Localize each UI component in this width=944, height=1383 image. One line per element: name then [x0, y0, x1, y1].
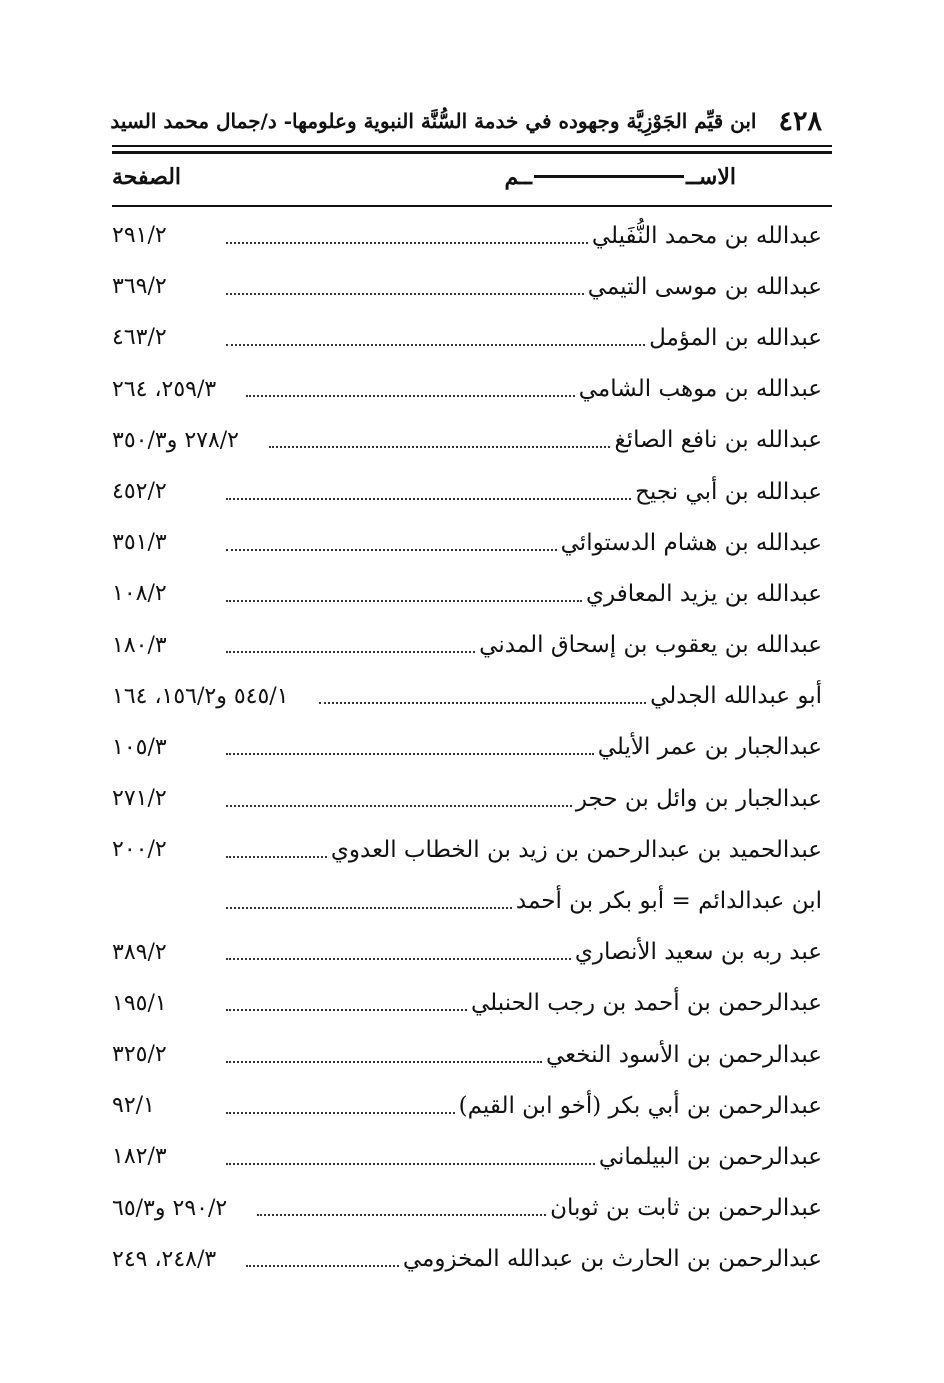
dot-leader: [319, 702, 647, 704]
dot-leader: [226, 1061, 542, 1063]
entry-name: عبدالله بن محمد النُّفَيلي: [591, 222, 822, 249]
index-entry: [112, 773, 822, 824]
index-entry: [112, 671, 822, 722]
index-entry: [112, 1183, 822, 1234]
entry-name: عبدالله بن يزيد المعافري: [586, 580, 822, 607]
entry-name: عبدالرحمن بن البيلماني: [598, 1143, 822, 1170]
entry-name: عبدالله بن أبي نجيح: [635, 478, 822, 505]
header-rule-thin: [112, 145, 832, 147]
column-header-name: [504, 164, 736, 190]
entry-name: عبدالله بن المؤمل: [649, 324, 822, 351]
entry-name: عبدالرحمن بن ثابت بن ثوبان: [550, 1195, 822, 1222]
entry-name: عبدالرحمن بن أحمد بن رجب الحنبلي: [470, 990, 822, 1017]
dot-leader: [246, 395, 575, 397]
dot-leader: [226, 856, 327, 858]
entry-name: عبدالحميد بن عبدالرحمن بن زيد بن الخطاب العدوي: [330, 836, 822, 863]
index-entry: [112, 722, 822, 773]
entry-page-reference: ١٨٢/٣: [112, 1144, 167, 1170]
dot-leader: [246, 1265, 399, 1267]
dot-leader: [226, 1163, 595, 1165]
entry-name: عبد ربه بن سعيد الأنصاري: [574, 939, 822, 966]
index-entry: [112, 210, 822, 261]
header-rule-thick: [112, 151, 832, 154]
entry-page-reference: ٣٨٩/٢: [112, 939, 167, 965]
index-entry: [112, 978, 822, 1029]
index-entry: [112, 824, 822, 875]
entry-name: عبدالرحمن بن أبي بكر (أخو ابن القيم): [458, 1092, 822, 1119]
dot-leader: [269, 446, 610, 448]
entry-name: عبدالجبار بن وائل بن حجر: [575, 785, 822, 812]
entry-page-reference: ٥٤٥/١ و١٥٦/٢، ١٦٤: [112, 683, 289, 709]
entry-page-reference: ٣٢٥/٢: [112, 1042, 167, 1068]
dot-leader: [257, 1214, 546, 1216]
index-entry: [112, 415, 822, 466]
kashida-stroke: [534, 175, 684, 178]
index-entry: [112, 568, 822, 619]
index-entry: [112, 1131, 822, 1182]
entry-name: عبدالرحمن بن الحارث بن عبدالله المخزومي: [402, 1246, 822, 1273]
index-entry: [112, 312, 822, 363]
dot-leader: [226, 1009, 467, 1011]
dot-leader: [226, 242, 588, 244]
entry-name: عبدالله بن يعقوب بن إسحاق المدني: [479, 632, 822, 659]
entry-name: ابن عبدالدائم = أبو بكر بن أحمد: [515, 888, 822, 915]
dot-leader: [226, 958, 571, 960]
entry-name: عبدالجبار بن عمر الأيلي: [597, 734, 822, 761]
dot-leader: [226, 805, 572, 807]
entry-page-reference: ٢٧١/٢: [112, 786, 167, 812]
index-entry: [112, 620, 822, 671]
entry-page-reference: ١٩٥/١: [112, 990, 167, 1016]
index-entry: [112, 875, 822, 926]
entry-name: عبدالله بن نافع الصائغ: [614, 427, 822, 454]
index-entry: [112, 261, 822, 312]
dot-leader: [226, 600, 582, 602]
dot-leader: [226, 549, 557, 551]
running-header: [112, 100, 822, 142]
entry-name: عبدالله بن موهب الشامي: [578, 376, 822, 403]
entry-page-reference: ٢٥٩/٣، ٢٦٤: [112, 376, 217, 402]
entry-page-reference: ١٠٥/٣: [112, 734, 167, 760]
entry-page-reference: ٢٠٠/٢: [112, 837, 167, 863]
index-entry: [112, 927, 822, 978]
entry-page-reference: ١٠٨/٢: [112, 581, 167, 607]
entry-name: أبو عبدالله الجدلي: [650, 683, 822, 710]
column-header-name-end: ــم: [504, 164, 533, 190]
index-entry: [112, 466, 822, 517]
entry-page-reference: ٢٩٠/٢ و٦٥/٣: [112, 1195, 228, 1221]
column-headers: [112, 158, 832, 202]
entry-page-reference: ٣٥١/٣: [112, 530, 167, 556]
entry-name: عبدالله بن هشام الدستوائي: [560, 529, 822, 556]
column-header-rule: [112, 205, 832, 207]
index-entry: [112, 1029, 822, 1080]
dot-leader: [226, 651, 475, 653]
entry-page-reference: ٣٦٩/٢: [112, 274, 167, 300]
entry-name: عبدالرحمن بن الأسود النخعي: [545, 1041, 822, 1068]
entry-name: عبدالله بن موسى التيمي: [587, 273, 822, 300]
entry-page-reference: ٢٧٨/٢ و٣٥٠/٣: [112, 427, 239, 453]
entry-page-reference: ٢٩١/٢: [112, 223, 167, 249]
dot-leader: [226, 344, 645, 346]
dot-leader: [226, 1112, 455, 1114]
entry-page-reference: ١٨٠/٣: [112, 632, 167, 658]
index-entry: [112, 1080, 822, 1131]
entry-page-reference: ٤٦٣/٢: [112, 325, 167, 351]
column-header-page: الصفحة: [112, 164, 182, 190]
dot-leader: [226, 753, 594, 755]
entry-page-reference: ٩٢/١: [112, 1093, 155, 1119]
index-entry: [112, 364, 822, 415]
column-header-name-start: الاســ: [686, 164, 736, 190]
index-entry: [112, 517, 822, 568]
dot-leader: [226, 907, 512, 909]
name-index-list: [112, 210, 822, 1285]
dot-leader: [226, 498, 631, 500]
entry-page-reference: ٢٤٨/٣، ٢٤٩: [112, 1246, 217, 1272]
book-title: ابن قيِّم الجَوْزِيَّة وجهوده في خدمة السُّنَّة النبوية وعلومها- د/جمال محمد السيد: [110, 109, 757, 133]
index-entry: [112, 1234, 822, 1285]
dot-leader: [226, 293, 584, 295]
page-number: ٤٢٨: [778, 105, 822, 137]
entry-page-reference: ٤٥٢/٢: [112, 479, 167, 505]
